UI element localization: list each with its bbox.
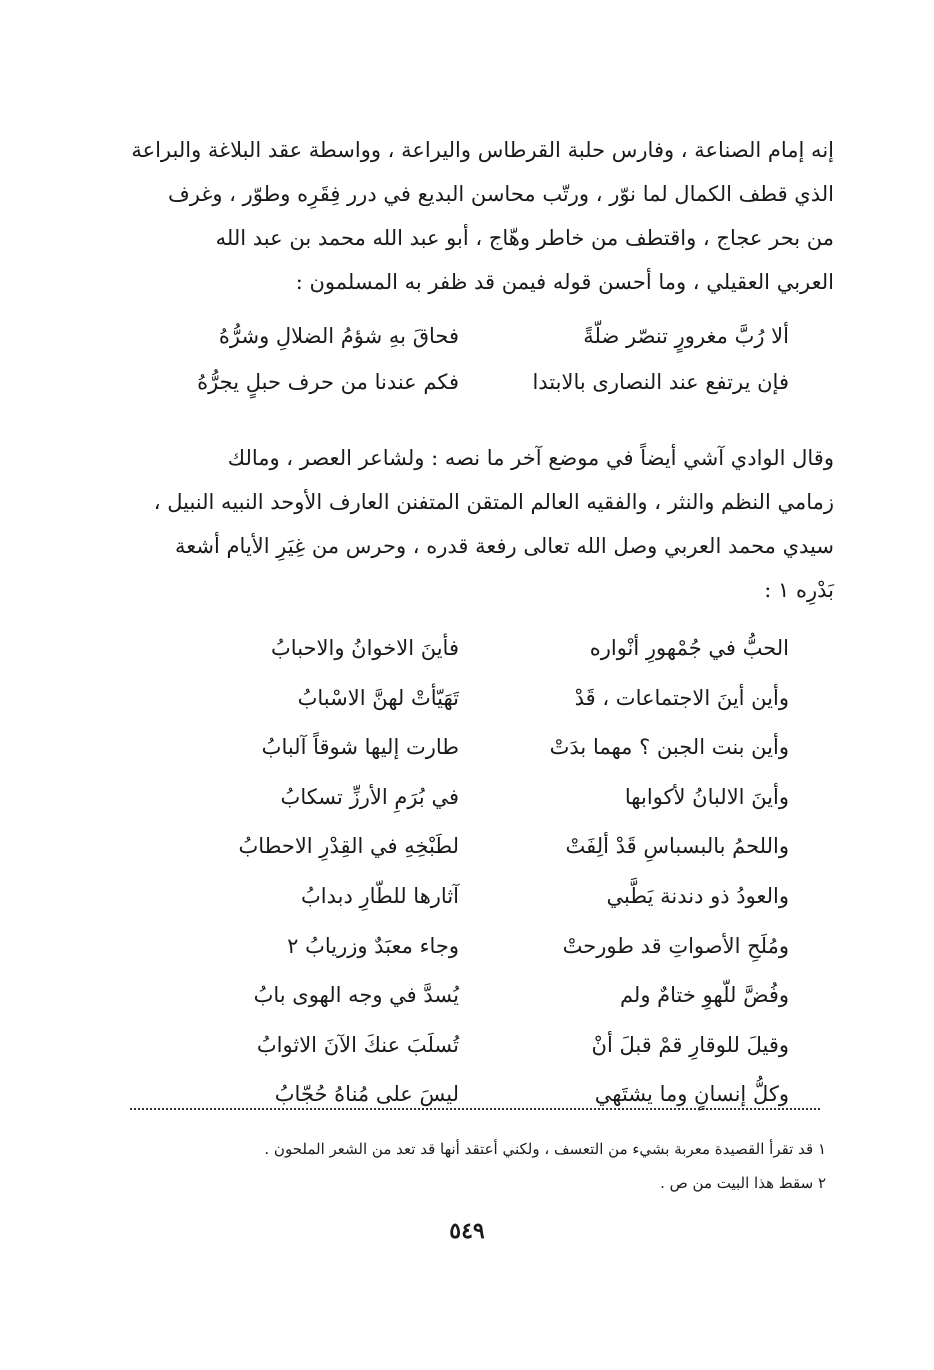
footnotes xyxy=(126,1132,826,1200)
verse-second-hemistich: آثارها للطّارِ دبدابُ xyxy=(301,883,459,908)
page-number: ٥٤٩ xyxy=(449,1218,485,1244)
verse-line xyxy=(139,884,789,934)
paragraph-line: وقال الوادي آشي أيضاً في موضع آخر ما نصه : ولشاعر العصر ، ومالك xyxy=(227,446,834,470)
verse-second-hemistich: فأينَ الاخوانُ والاحبابُ xyxy=(271,636,459,660)
verse-line xyxy=(139,785,789,835)
verse-line xyxy=(139,983,789,1033)
paragraph-line: إنه إمام الصناعة ، وفارس حلبة القرطاس واليراعة ، وواسطة عقد البلاغة والبراعة xyxy=(131,138,834,162)
verse-first-hemistich: واللحمُ بالبسباسِ قَدْ ألِفَتْ xyxy=(565,834,789,859)
verse-first-hemistich: وكلُّ إنسانٍ وما يشتَهي xyxy=(594,1082,789,1107)
paragraph-line: الذي قطف الكمال لما نوّر ، ورتّب محاسن البديع في درر فِقَرِه وطوّر ، وغرف xyxy=(167,182,834,206)
paragraph-line: زمامي النظم والنثر ، والفقيه العالم المتقن المتفنن العارف الأوحد النبيه النبيل ، xyxy=(153,490,834,514)
verse-line xyxy=(139,370,789,416)
paragraph-line: سيدي محمد العربي وصل الله تعالى رفعة قدره ، وحرس من غِيَرِ الأيام أشعة xyxy=(175,534,834,558)
verse-first-hemistich: وأين أينَ الاجتماعات ، قَدْ xyxy=(574,685,789,710)
verse-line xyxy=(139,686,789,736)
verse-first-hemistich: ومُلَحِ الأصواتِ قد طورحتْ xyxy=(562,933,789,958)
verse-line xyxy=(139,934,789,984)
verse-second-hemistich: فكم عندنا من حرف حبلٍ يجرُّهُ xyxy=(197,370,459,394)
verse-second-hemistich: تُسلَبَ عنكَ الآنَ الاثوابُ xyxy=(256,1032,459,1057)
verse-first-hemistich: وفُضَّ للّهوِ ختامٌ ولم xyxy=(619,983,789,1008)
footnote: ١ قد تقرأ القصيدة معربة بشيء من التعسف ، ولكني أعتقد أنها قد تعد من الشعر الملحون . xyxy=(264,1140,826,1158)
paragraph-line: بَدْرِه ١ : xyxy=(764,578,834,602)
verse-first-hemistich: ألا رُبَّ مغرورٍ تنصّر ضلّةً xyxy=(583,324,789,348)
verse-line xyxy=(139,636,789,686)
verse-second-hemistich: فحاقَ بهِ شؤمُ الضلالِ وشرُّهُ xyxy=(218,324,459,348)
paragraph-line: العربي العقيلي ، وما أحسن قوله فيمن قد ظفر به المسلمون : xyxy=(295,270,834,294)
verse-first-hemistich: وقيلَ للوقارِ قمْ قبلَ أنْ xyxy=(591,1032,789,1057)
verse-line xyxy=(139,735,789,785)
verse-first-hemistich: فإن يرتفع عند النصارى بالابتدا xyxy=(532,370,789,394)
footnote-divider xyxy=(130,1108,820,1110)
verse-block-2 xyxy=(139,636,789,1132)
paragraph-2 xyxy=(129,436,834,612)
verse-line xyxy=(139,834,789,884)
verse-second-hemistich: تَهَيّأتْ لهنَّ الاسْبابُ xyxy=(297,685,459,710)
verse-line xyxy=(139,1033,789,1083)
verse-first-hemistich: الحبُّ في جُمْهورِ أنْواره xyxy=(589,636,789,660)
verse-second-hemistich: طارت إليها شوقاً آلبابُ xyxy=(261,735,459,760)
verse-second-hemistich: لطَبْخِهِ في القِدْرِ الاحطابُ xyxy=(238,834,459,859)
verse-second-hemistich: يُسدَّ في وجه الهوى بابُ xyxy=(253,983,459,1008)
footnote: ٢ سقط هذا البيت من ص . xyxy=(660,1174,826,1192)
verse-first-hemistich: وأين بنت الجبن ؟ مهما بدَتْ xyxy=(549,735,789,760)
verse-second-hemistich: وجاء معبَدٌ وزريابُ ٢ xyxy=(287,933,459,958)
verse-block-1 xyxy=(139,324,789,416)
paragraph-line: من بحر عجاج ، واقتطف من خاطر وهّاج ، أبو عبد الله محمد بن عبد الله xyxy=(215,226,834,250)
verse-first-hemistich: وأينَ الالبانُ لأكوابها xyxy=(624,784,789,809)
verse-first-hemistich: والعودُ ذو دندنة يَطَّبي xyxy=(606,883,789,908)
verse-line xyxy=(139,324,789,370)
verse-second-hemistich: ليسَ على مُناهُ حُجّابُ xyxy=(274,1082,459,1107)
paragraph-1 xyxy=(129,128,834,304)
verse-second-hemistich: في بُرَمِ الأرزِّ تسكابُ xyxy=(280,784,459,809)
